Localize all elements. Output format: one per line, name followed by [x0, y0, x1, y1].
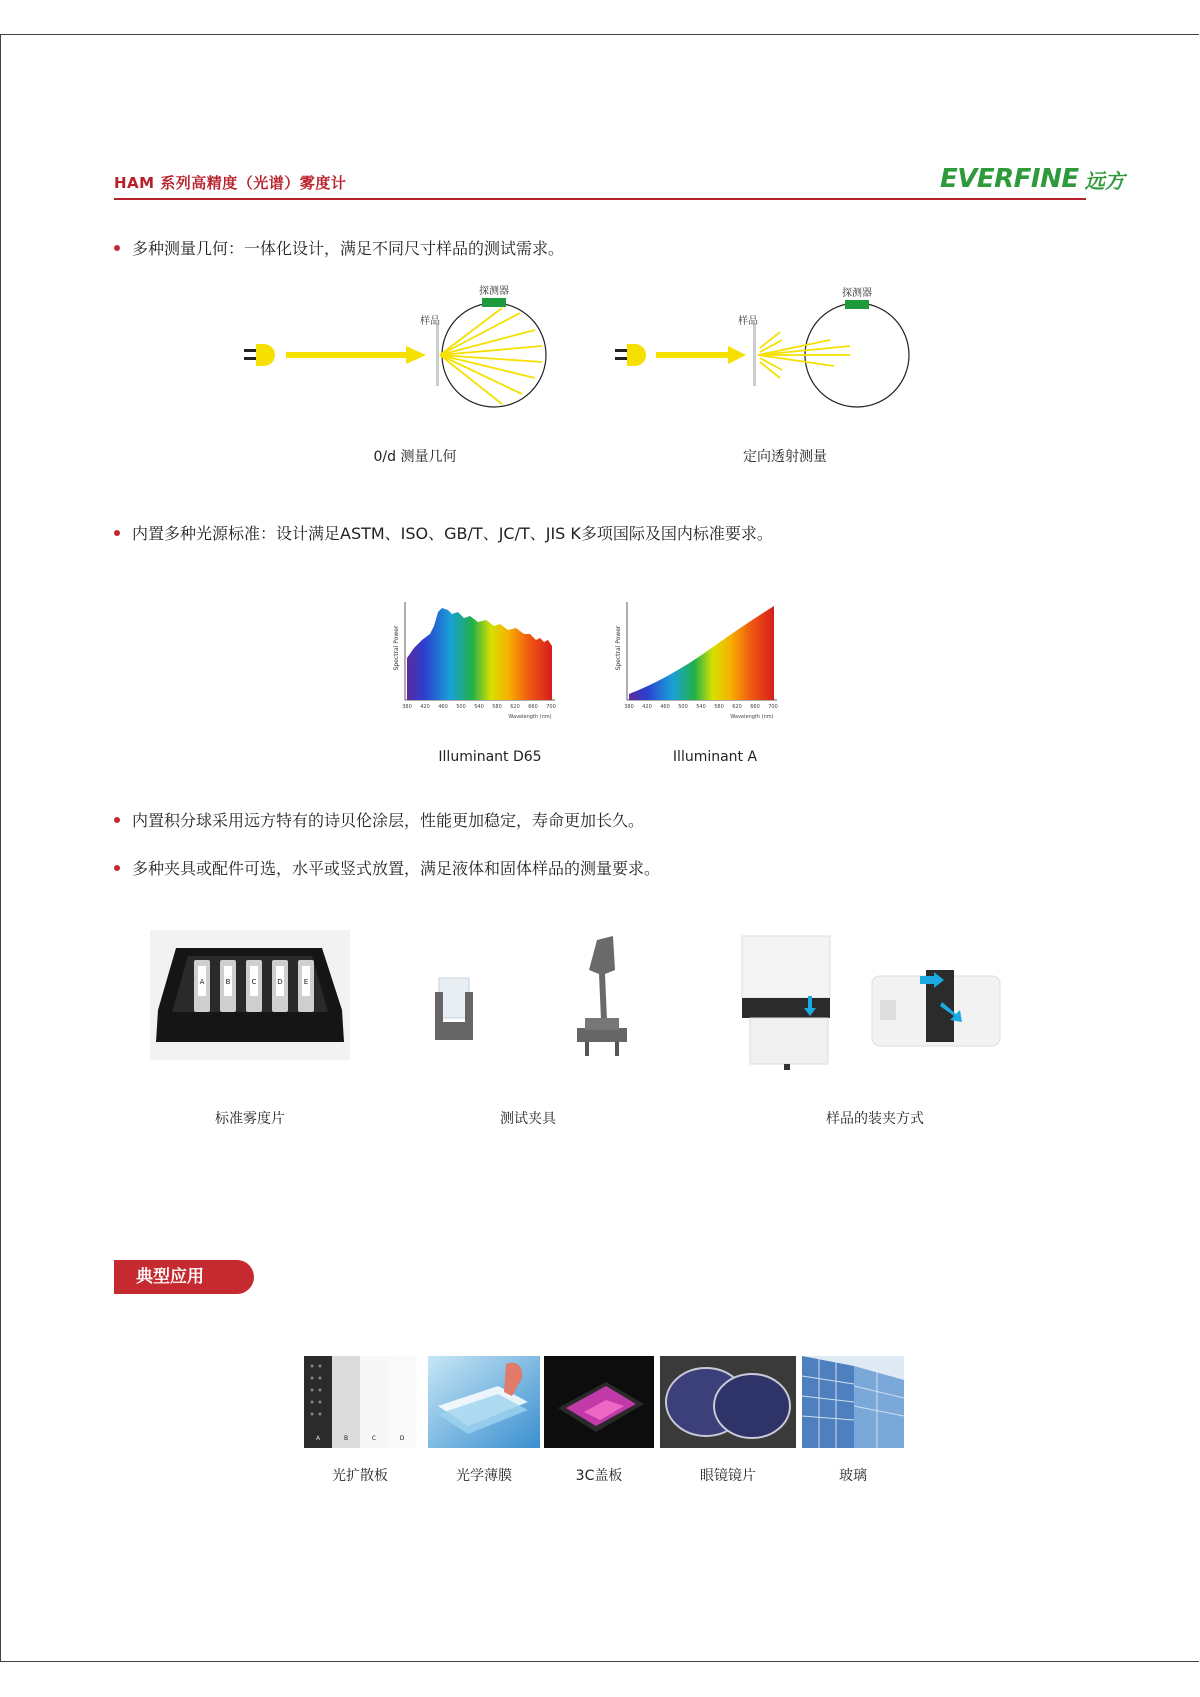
tick-label: 460 — [660, 704, 670, 710]
section-title-applications: 典型应用 — [114, 1260, 254, 1294]
x-axis-label: Wavelength (nm) — [508, 714, 552, 720]
bullet-geometry — [114, 236, 564, 259]
tick-label: 700 — [546, 704, 556, 710]
y-axis-label: Spectral Power — [615, 625, 622, 671]
chart-illuminant-a — [615, 602, 778, 720]
tick-label: 700 — [768, 704, 778, 710]
photo-glass — [802, 1356, 904, 1448]
header-title: HAM 系列高精度（光谱）雾度计 — [114, 174, 347, 192]
caption-0d-geometry: 0/d 测量几何 — [373, 449, 457, 465]
caption-sample-mounting: 样品的装夹方式 — [826, 1111, 924, 1127]
d65-spectrum-area — [407, 608, 552, 700]
header-divider — [114, 198, 1086, 200]
caption-diffuser-plate: 光扩散板 — [332, 1468, 388, 1484]
tick-label: 540 — [474, 704, 484, 710]
bullet-integrating-sphere — [114, 808, 644, 831]
caption-haze-plate: 标准雾度片 — [215, 1111, 285, 1127]
sample-label: 样品 — [420, 316, 440, 327]
detector-label: 探测器 — [479, 286, 509, 297]
tick-label: 420 — [420, 704, 430, 710]
diffuser-letter: A — [315, 1435, 321, 1442]
tick-label: 380 — [402, 704, 412, 710]
diffuser-letter: D — [399, 1435, 405, 1442]
tick-label: 660 — [750, 704, 760, 710]
photo-3c-cover — [544, 1356, 654, 1448]
sample-plate — [753, 324, 756, 386]
tick-label: 500 — [678, 704, 688, 710]
logo-text-cn: 远方 — [1084, 169, 1125, 193]
photo-eyeglass-lens — [660, 1356, 796, 1448]
tick-label: 540 — [696, 704, 706, 710]
logo-text-en: EVERFINE — [940, 164, 1079, 194]
test-fixture-image — [425, 930, 645, 1080]
diagram-directional-transmission — [615, 286, 909, 407]
bullet-dot — [114, 530, 120, 536]
diffuser-letter: B — [343, 1435, 349, 1442]
detector-block — [482, 298, 506, 307]
photo-optical-film — [428, 1356, 540, 1448]
bullet-text: 多种测量几何：一体化设计，满足不同尺寸样品的测试需求。 — [132, 239, 565, 258]
detector-block — [845, 300, 869, 309]
haze-plate-image — [150, 930, 350, 1060]
sample-mounting-image — [740, 930, 1010, 1080]
bullet-dot — [114, 865, 120, 871]
tick-label: 620 — [732, 704, 742, 710]
tick-label: 660 — [528, 704, 538, 710]
tick-label: 500 — [456, 704, 466, 710]
photo-diffuser-plate — [304, 1356, 416, 1448]
caption-d65: Illuminant D65 — [438, 749, 542, 765]
y-axis-label: Spectral Power — [393, 625, 400, 671]
bullet-dot — [114, 245, 120, 251]
haze-plate-letter: B — [225, 978, 231, 986]
caption-eyeglass-lens: 眼镜镜片 — [700, 1468, 756, 1484]
x-axis-label: Wavelength (nm) — [730, 714, 774, 720]
geometry-diagrams — [230, 280, 930, 420]
haze-plate-letter: D — [277, 978, 283, 986]
sample-plate — [436, 324, 439, 386]
diagram-0d-geometry — [244, 284, 546, 407]
haze-plate-letter: A — [199, 978, 205, 986]
tick-label: 420 — [642, 704, 652, 710]
caption-illuminant-a: Illuminant A — [672, 749, 758, 765]
light-source-icon — [256, 344, 275, 366]
haze-plate-letter: E — [303, 978, 309, 986]
tick-label: 460 — [438, 704, 448, 710]
caption-test-fixture: 测试夹具 — [500, 1111, 556, 1127]
tick-label: 580 — [492, 704, 502, 710]
bullet-text: 内置积分球采用远方特有的诗贝伦涂层，性能更加稳定，寿命更加长久。 — [132, 811, 645, 830]
bullet-light-standards — [114, 521, 773, 544]
tick-label: 620 — [510, 704, 520, 710]
a-spectrum-area — [629, 606, 774, 700]
bullet-text: 多种夹具或配件可选，水平或竖式放置，满足液体和固体样品的测量要求。 — [132, 859, 661, 878]
sample-label: 样品 — [738, 316, 758, 327]
chart-d65 — [393, 602, 556, 720]
caption-optical-film: 光学薄膜 — [456, 1468, 512, 1484]
bullet-text: 内置多种光源标准：设计满足ASTM、ISO、GB/T、JC/T、JIS K多项国际及国内标准要求。 — [132, 524, 773, 543]
bullet-dot — [114, 817, 120, 823]
caption-directional-transmission: 定向透射测量 — [743, 449, 827, 465]
diffuser-letter: C — [371, 1435, 377, 1442]
tick-label: 380 — [624, 704, 634, 710]
integrating-sphere — [442, 303, 546, 407]
haze-plate-letter: C — [251, 978, 257, 986]
brand-logo — [940, 160, 1125, 194]
tick-label: 580 — [714, 704, 724, 710]
detector-label: 探测器 — [842, 288, 872, 299]
light-source-icon — [627, 344, 646, 366]
bullet-fixtures — [114, 856, 660, 879]
caption-glass: 玻璃 — [839, 1468, 867, 1484]
spectra-charts — [390, 596, 800, 722]
caption-3c-cover: 3C盖板 — [575, 1468, 623, 1484]
